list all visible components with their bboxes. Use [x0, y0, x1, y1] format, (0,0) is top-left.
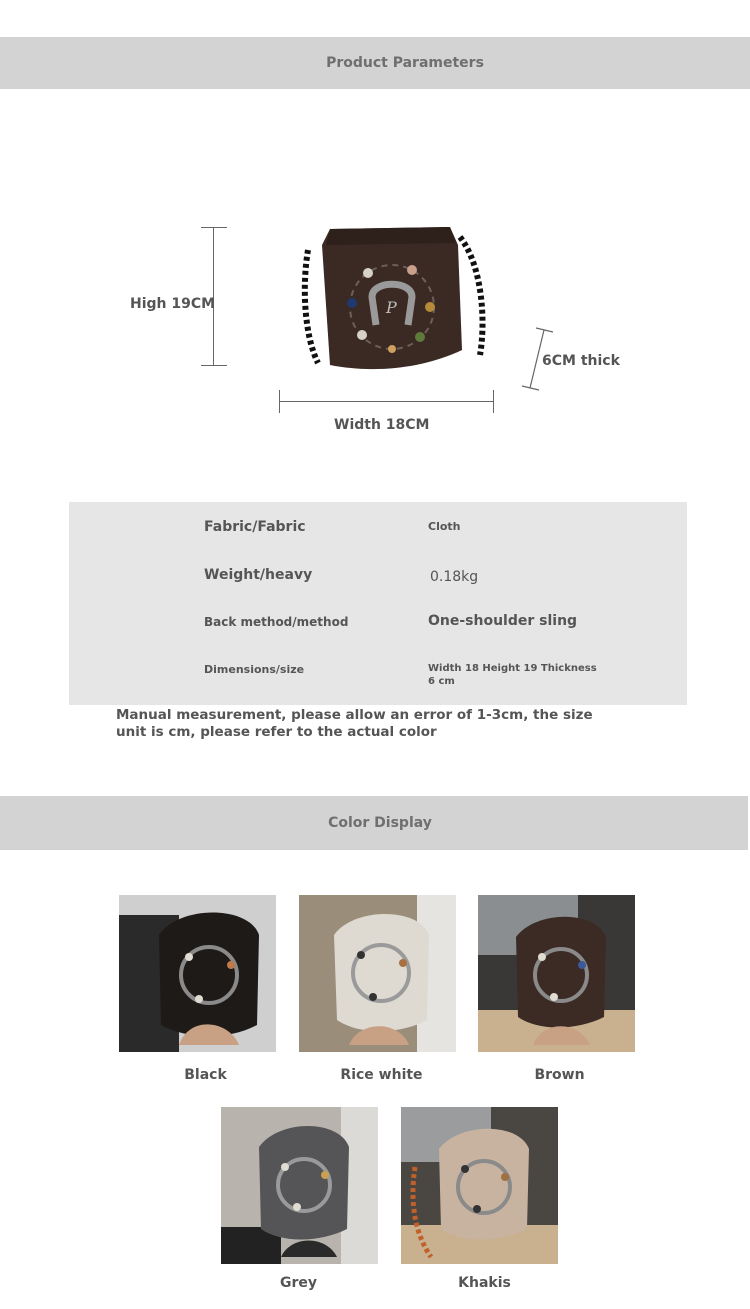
section-title-params: Product Parameters: [326, 55, 484, 71]
spec-key-fabric: Fabric/Fabric: [204, 519, 306, 535]
section-header-colors: [0, 796, 748, 850]
color-photo-brown[interactable]: [478, 895, 635, 1052]
spec-table: [69, 502, 687, 705]
width-line-right-cap: [493, 390, 494, 413]
height-label: High 19CM: [130, 296, 216, 312]
spec-value-dimensions: Width 18 Height 19 Thickness 6 cm: [428, 663, 597, 687]
color-label-black: Black: [184, 1067, 227, 1083]
color-label-rice-white: Rice white: [340, 1067, 423, 1083]
spec-value-fabric: Cloth: [428, 520, 461, 533]
spec-key-back-method: Back method/method: [204, 615, 349, 629]
bag-photo-grey: [221, 1107, 378, 1264]
measurement-note: Manual measurement, please allow an error of 1-3cm, the size unit is cm, please refer to the actual color: [116, 707, 593, 740]
spec-key-dimensions: Dimensions/size: [204, 663, 305, 676]
bag-photo-khakis: [401, 1107, 558, 1264]
spec-value-weight: 0.18kg: [430, 569, 479, 585]
bag-photo-rice-white: [299, 895, 456, 1052]
color-photo-rice-white[interactable]: [299, 895, 456, 1052]
bag-photo-black: [119, 895, 276, 1052]
product-bag-image: [300, 225, 490, 375]
height-line-bottom-cap: [201, 365, 227, 366]
color-photo-khakis[interactable]: [401, 1107, 558, 1264]
color-photo-black[interactable]: [119, 895, 276, 1052]
section-header-params: [0, 37, 750, 89]
color-label-khakis: Khakis: [458, 1275, 511, 1291]
section-title-colors: Color Display: [328, 815, 432, 831]
bag-photo-brown: [478, 895, 635, 1052]
thickness-label: 6CM thick: [542, 353, 620, 369]
height-line-top-cap: [201, 227, 227, 228]
color-photo-grey[interactable]: [221, 1107, 378, 1264]
width-line: [279, 401, 494, 402]
color-label-brown: Brown: [534, 1067, 585, 1083]
svg-text:P: P: [386, 298, 397, 317]
color-label-grey: Grey: [279, 1275, 318, 1291]
spec-value-back-method: One-shoulder sling: [428, 613, 578, 629]
spec-key-weight: Weight/heavy: [204, 567, 313, 583]
width-label: Width 18CM: [334, 417, 430, 433]
width-line-left-cap: [279, 390, 280, 413]
